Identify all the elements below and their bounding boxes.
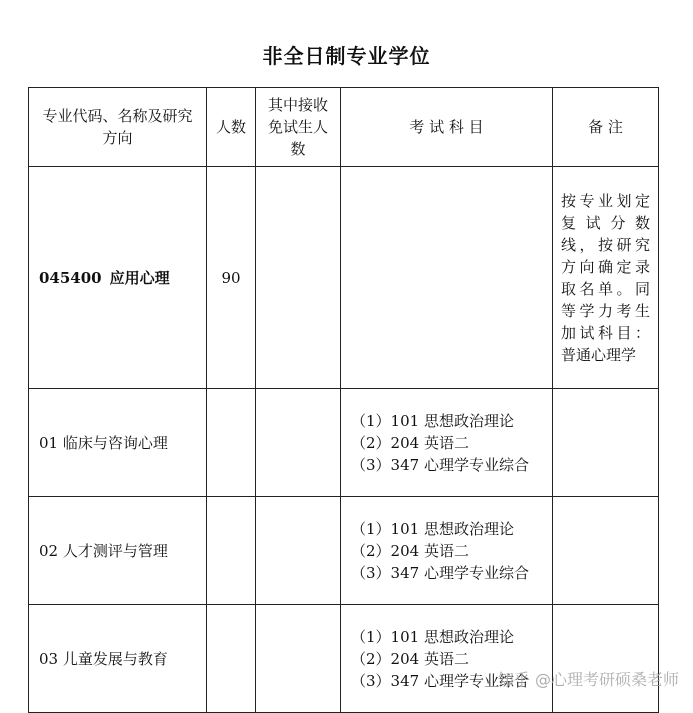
direction-exempt: [256, 389, 341, 497]
header-exempt-count: 其中接收免试生人数: [256, 88, 341, 167]
major-code: 045400: [39, 268, 102, 287]
watermark: 知乎 @心理考研硕桑老师: [497, 670, 679, 689]
table-row: [29, 389, 659, 497]
admission-table: [28, 87, 659, 713]
direction-exempt: [256, 497, 341, 605]
direction-count: [207, 497, 256, 605]
header-notes: 备 注: [553, 88, 659, 167]
direction-subjects: [341, 389, 553, 497]
major-cell: [29, 167, 207, 389]
direction-count: [207, 605, 256, 713]
subject-item: （2）204 英语二: [351, 433, 469, 452]
subject-item: （3）347 心理学专业综合: [351, 563, 529, 582]
major-name: 应用心理: [109, 268, 170, 287]
table-row: [29, 167, 659, 389]
direction-label: 02 人才测评与管理: [29, 497, 207, 605]
major-exempt-count: [256, 167, 341, 389]
subject-item: （3）347 心理学专业综合: [351, 455, 529, 474]
header-count: 人数: [207, 88, 256, 167]
header-exam-subjects: 考 试 科 目: [341, 88, 553, 167]
direction-subjects: [341, 497, 553, 605]
direction-label: 03 儿童发展与教育: [29, 605, 207, 713]
table-header-row: [29, 88, 659, 167]
page-title: 非全日制专业学位: [262, 44, 431, 68]
major-note: 按专业划定复试分数线，按研究方向确定录取名单。同等学力考生加试科目：普通心理学: [553, 167, 659, 389]
major-count: 90: [207, 167, 256, 389]
subject-item: （3）347 心理学专业综合: [351, 671, 529, 690]
direction-subjects: [341, 605, 553, 713]
direction-note: [553, 497, 659, 605]
header-major-code: 专业代码、名称及研究方向: [29, 88, 207, 167]
direction-count: [207, 389, 256, 497]
subject-item: （1）101 思想政治理论: [351, 411, 514, 430]
direction-label: 01 临床与咨询心理: [29, 389, 207, 497]
table-row: [29, 497, 659, 605]
subject-item: （2）204 英语二: [351, 541, 469, 560]
table-row: [29, 605, 659, 713]
subject-item: （2）204 英语二: [351, 649, 469, 668]
direction-note: [553, 389, 659, 497]
subject-item: （1）101 思想政治理论: [351, 627, 514, 646]
direction-note: [553, 605, 659, 713]
major-subjects: [341, 167, 553, 389]
direction-exempt: [256, 605, 341, 713]
subject-item: （1）101 思想政治理论: [351, 519, 514, 538]
